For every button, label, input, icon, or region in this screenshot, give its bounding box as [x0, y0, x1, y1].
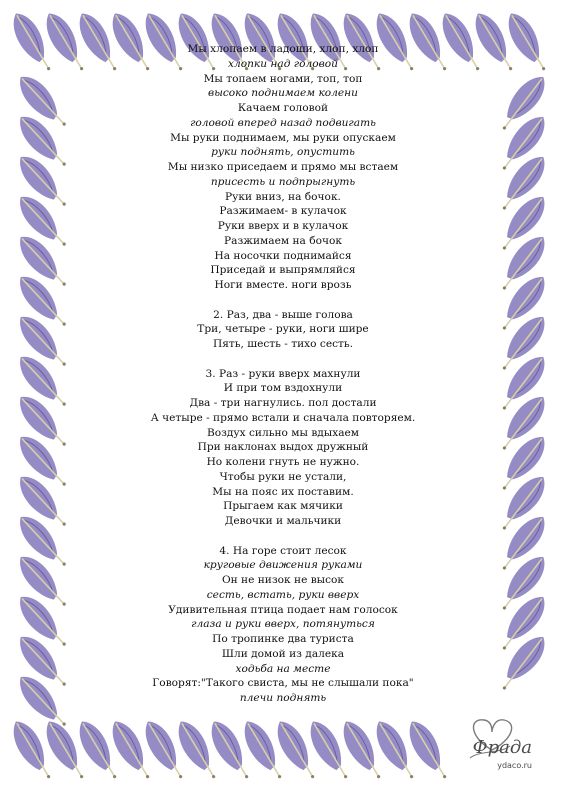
verse-line: Руки вниз, на бочок. — [225, 190, 341, 203]
verse-line: Удивительная птица подает нам голосок — [168, 603, 398, 616]
instruction-line: хлопки над головой — [227, 57, 339, 70]
verse-line: Ноги вместе. ноги врозь — [214, 279, 352, 291]
verse-line: 3. Раз - руки вверх махнули — [205, 367, 361, 380]
poem-text — [120, 42, 446, 706]
verse-line: Мы низко приседаем и прямо мы встаем — [167, 161, 399, 173]
verse-line: А четыре - прямо встали и сначала повторяем. — [150, 411, 416, 424]
instruction-line: ходьба на месте — [235, 662, 331, 675]
instruction-line: сесть, встать, руки вверх — [206, 588, 360, 601]
verse-line: По тропинке два туриста — [212, 633, 354, 645]
verse-line: При наклонах выдох дружный — [197, 441, 369, 454]
feather-icon — [493, 630, 553, 695]
verse-line: Мы руки поднимаем, мы руки опускаем — [170, 131, 396, 144]
verse-line: Говорят:"Такого свиста, мы не слышали пока" — [152, 677, 414, 690]
verse-line: 2. Раз, два - выше голова — [213, 308, 353, 321]
verse-line: Шли домой из далека — [221, 647, 345, 660]
instruction-line: плечи поднять — [239, 692, 327, 704]
verse-line: Приседай и выпрямляйся — [210, 264, 356, 277]
verse-line: Девочки и мальчики — [224, 515, 342, 527]
instruction-line: глаза и руки вверх, потянуться — [191, 618, 375, 631]
verse-line: Качаем головой — [237, 102, 329, 114]
verse-line: Мы топаем ногами, топ, топ — [203, 72, 363, 85]
verse-line: На носочки поднимайся — [214, 249, 352, 262]
instruction-line: круговые движения руками — [203, 559, 363, 572]
instruction-line: головой вперед назад подвигать — [190, 116, 376, 129]
verse-line: Два - три нагнулись. пол достали — [189, 397, 377, 409]
watermark-site: ydaco.ru — [497, 761, 532, 770]
verse-line: Пять, шесть - тихо сесть. — [212, 338, 354, 350]
instruction-line: руки поднять, опустить — [211, 146, 355, 159]
stanza-gap — [120, 529, 446, 544]
verse-line: Прыгаем как мячики — [223, 500, 343, 513]
verse-line: Три, четыре - руки, ноги шире — [197, 323, 369, 336]
verse-line: Разжимаем на бочок — [224, 234, 342, 247]
verse-line: Чтобы руки не устали, — [219, 470, 347, 483]
verse-line: Но колени гнуть не нужно. — [206, 456, 360, 468]
verse-line: И при том вздохнули — [223, 382, 343, 395]
verse-line: Воздух сильно мы вдыхаем — [206, 426, 360, 439]
watermark-logo: Фрада — [472, 737, 532, 758]
verse-line: Мы хлопаем в ладоши, хлоп, хлоп — [187, 43, 379, 55]
stanza-gap — [120, 293, 446, 308]
verse-line: 4. На горе стоит лесок — [219, 544, 347, 557]
instruction-line: высоко поднимаем колени — [208, 87, 358, 100]
stanza-gap — [120, 352, 446, 367]
instruction-line: присесть и подпрыгнуть — [210, 175, 356, 188]
verse-line: Он не низок не высок — [221, 574, 345, 586]
verse-line: Руки вверх и в кулачок — [217, 220, 349, 232]
verse-line: Разжимаем- в кулачок — [219, 205, 347, 218]
verse-line: Мы на пояс их поставим. — [212, 485, 354, 498]
